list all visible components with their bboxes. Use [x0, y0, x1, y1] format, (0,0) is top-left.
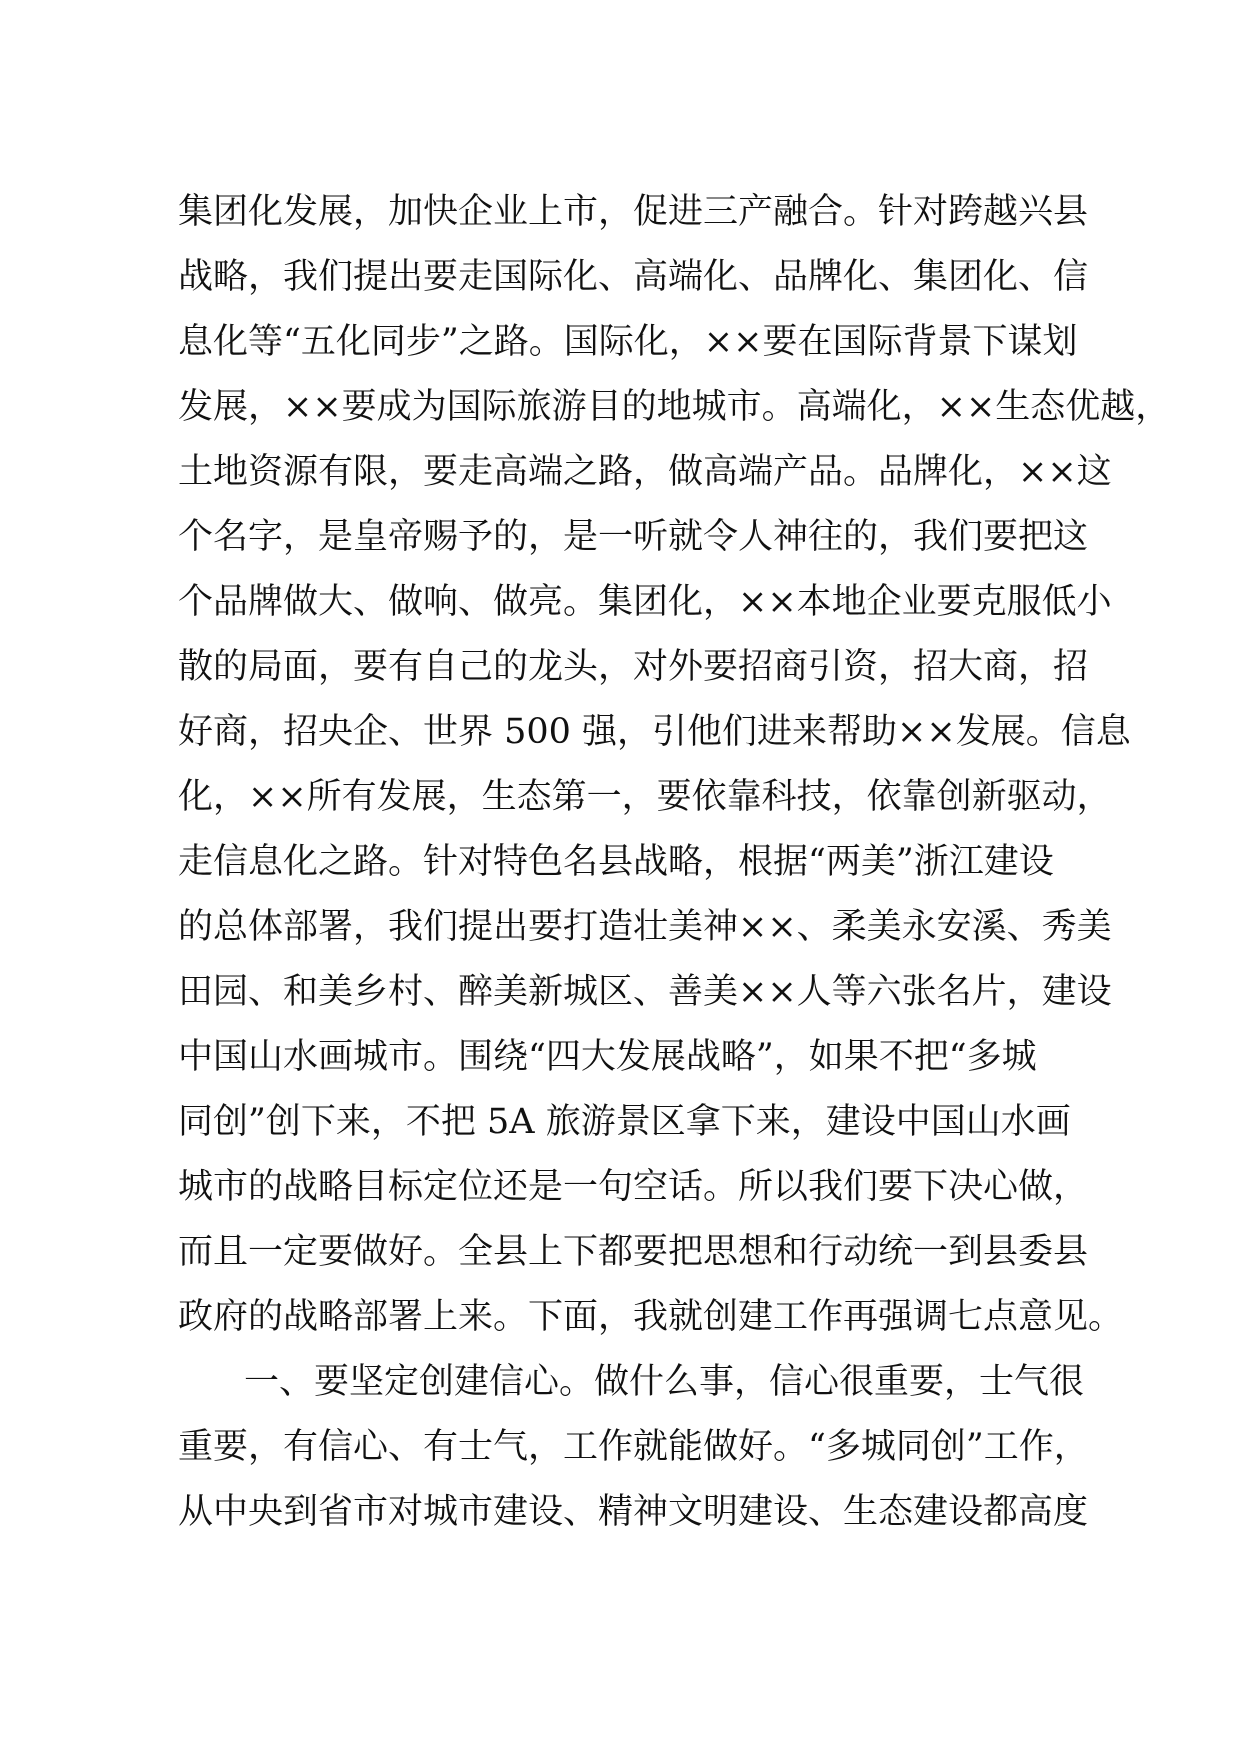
text-line: 中国山水画城市。围绕“四大发展战略”，如果不把“多城 [178, 1037, 1037, 1077]
text-line: 个名字，是皇帝赐予的，是一听就令人神往的，我们要把这 [178, 517, 1089, 557]
text-line: 政府的战略部署上来。下面，我就创建工作再强调七点意见。 [178, 1297, 1124, 1337]
text-line: 重要，有信心、有士气，工作就能做好。“多城同创”工作， [178, 1427, 1089, 1467]
text-line: 而且一定要做好。全县上下都要把思想和行动统一到县委县 [178, 1232, 1089, 1272]
text-line: 战略，我们提出要走国际化、高端化、品牌化、集团化、信 [178, 257, 1089, 297]
text-line: 散的局面，要有自己的龙头，对外要招商引资，招大商，招 [178, 647, 1089, 687]
text-line: 个品牌做大、做响、做亮。集团化，××本地企业要克服低小 [178, 582, 1112, 622]
text-line: 城市的战略目标定位还是一句空话。所以我们要下决心做， [178, 1167, 1089, 1207]
body-text [178, 180, 1171, 1545]
text-line: 发展，××要成为国际旅游目的地城市。高端化，××生态优越， [178, 387, 1171, 427]
text-line: 化，××所有发展，生态第一，要依靠科技，依靠创新驱动， [178, 777, 1112, 817]
text-line: 土地资源有限，要走高端之路，做高端产品。品牌化，××这 [178, 452, 1112, 492]
text-line: 息化等“五化同步”之路。国际化，××要在国际背景下谋划 [178, 322, 1078, 362]
text-line: 田园、和美乡村、醉美新城区、善美××人等六张名片，建设 [178, 972, 1112, 1012]
text-line: 好商，招央企、世界 500 强，引他们进来帮助××发展。信息 [178, 712, 1131, 752]
text-line: 的总体部署，我们提出要打造壮美神××、柔美永安溪、秀美 [178, 907, 1112, 947]
text-line: 同创”创下来，不把 5A 旅游景区拿下来，建设中国山水画 [178, 1102, 1071, 1142]
section-heading-line: 一、要坚定创建信心。做什么事，信心很重要，士气很 [244, 1362, 1085, 1402]
text-line: 走信息化之路。针对特色名县战略，根据“两美”浙江建设 [178, 842, 1054, 882]
text-line: 集团化发展，加快企业上市，促进三产融合。针对跨越兴县 [178, 192, 1089, 232]
text-line: 从中央到省市对城市建设、精神文明建设、生态建设都高度 [178, 1492, 1089, 1532]
